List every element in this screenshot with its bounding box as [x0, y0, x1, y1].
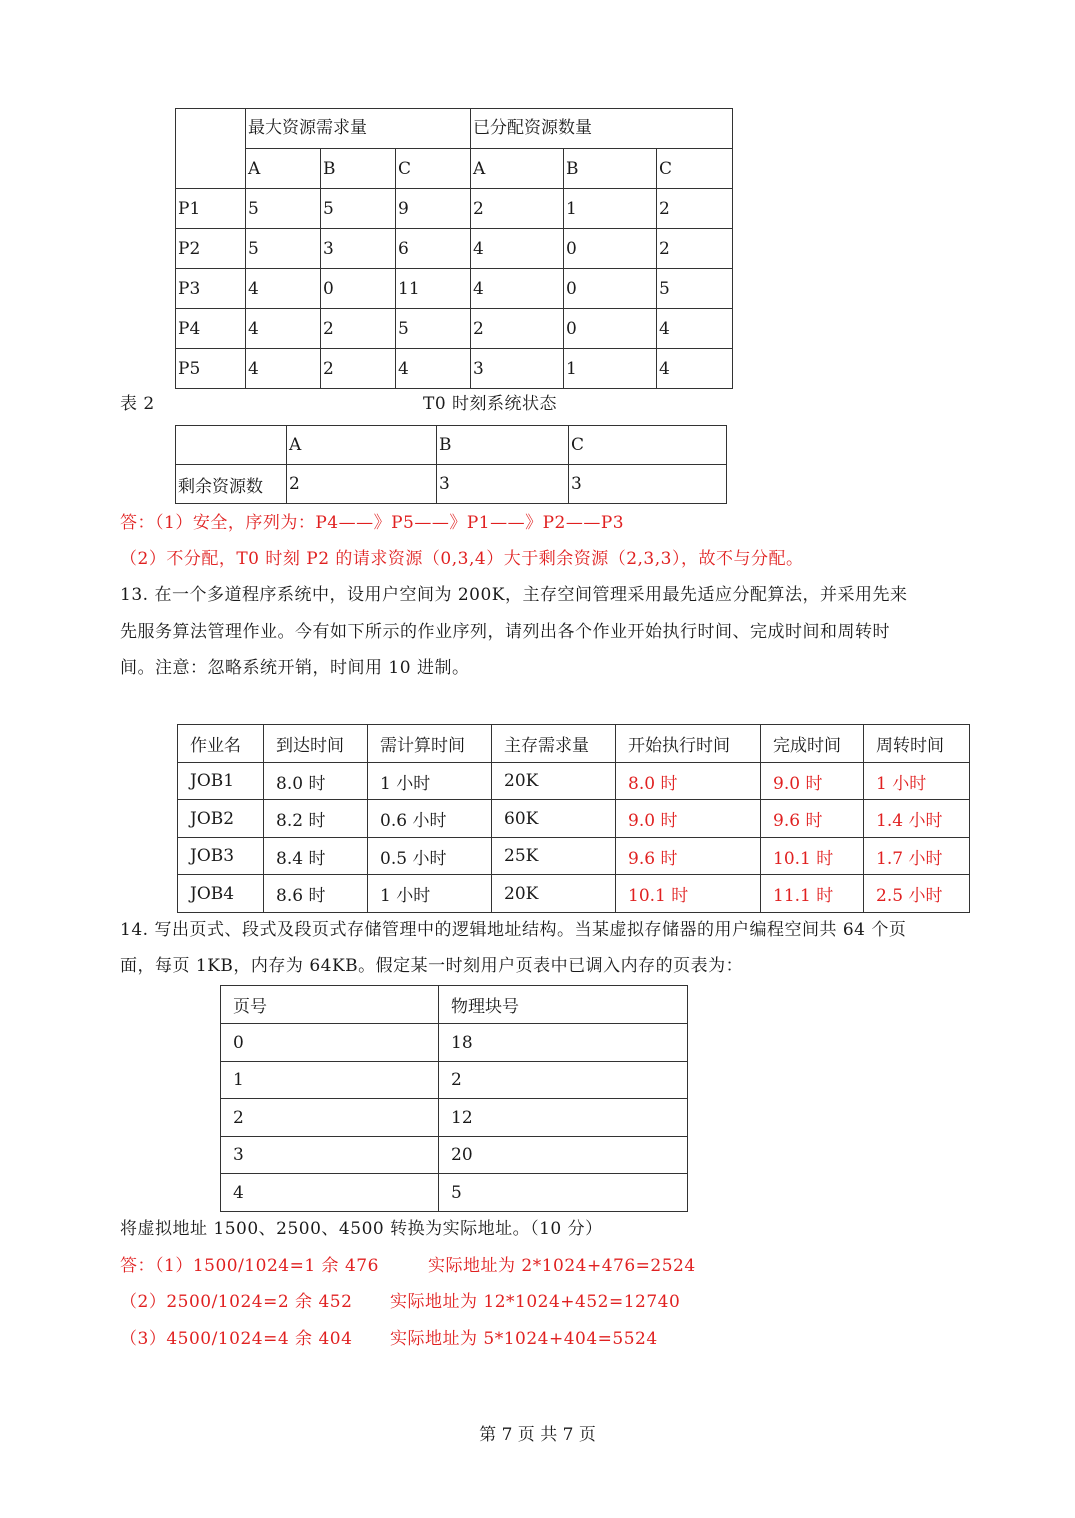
column-header: 开始执行时间	[616, 725, 761, 763]
cell: 8.2 时	[264, 800, 368, 838]
table-row	[176, 229, 733, 269]
cell: 4	[246, 309, 321, 349]
page-number: 4	[221, 1174, 439, 1212]
table-row	[176, 269, 733, 309]
process-name: P1	[176, 189, 246, 229]
table-row	[221, 1137, 688, 1174]
table-row	[221, 1174, 688, 1212]
answer-cell: 1.7 小时	[864, 838, 970, 875]
cell: 2	[657, 189, 733, 229]
process-name: P2	[176, 229, 246, 269]
cell: 4	[246, 349, 321, 389]
cell: 3	[321, 229, 396, 269]
question-14-line1: 14. 写出页式、段式及段页式存储管理中的逻辑地址结构。当某虚拟存储器的用户编程空间共 64 个页	[120, 920, 907, 940]
table-row	[176, 309, 733, 349]
column-header: 主存需求量	[492, 725, 616, 763]
frame-number: 5	[439, 1174, 688, 1212]
cell: 2	[321, 309, 396, 349]
cell: 1 小时	[368, 875, 492, 913]
remaining-resources-table	[175, 425, 727, 504]
answer-2500-calc: （2）2500/1024=2 余 452	[120, 1292, 353, 1312]
cell: 1	[564, 189, 657, 229]
cell: 0	[564, 309, 657, 349]
column-header: 完成时间	[761, 725, 864, 763]
table-row	[176, 349, 733, 389]
job-schedule-table	[177, 724, 970, 913]
answer-1500-calc: 答：（1）1500/1024=1 余 476	[120, 1256, 379, 1276]
cell: 9	[396, 189, 471, 229]
job-name: JOB4	[178, 875, 264, 913]
frame-number: 18	[439, 1024, 688, 1062]
table-caption-label: 表 2	[120, 394, 155, 414]
answer-cell: 10.1 时	[761, 838, 864, 875]
cell: 2	[657, 229, 733, 269]
cell: 5	[657, 269, 733, 309]
cell: 0	[564, 269, 657, 309]
answer-line-safe: 答：（1）安全，序列为：P4——》P5——》P1——》P2——P3	[120, 513, 625, 533]
process-name: P3	[176, 269, 246, 309]
sub-header: C	[657, 149, 733, 189]
cell: 0.6 小时	[368, 800, 492, 838]
table-row	[178, 800, 970, 838]
table-row	[221, 1062, 688, 1099]
job-name: JOB2	[178, 800, 264, 838]
sub-header: B	[321, 149, 396, 189]
answer-4500-calc: （3）4500/1024=4 余 404	[120, 1329, 353, 1349]
table-row	[178, 838, 970, 875]
column-header: C	[569, 426, 727, 465]
page-number: 1	[221, 1062, 439, 1099]
cell: 4	[657, 309, 733, 349]
page-number: 2	[221, 1099, 439, 1137]
page-number: 0	[221, 1024, 439, 1062]
table-caption-title: T0 时刻系统状态	[423, 394, 558, 414]
cell: 5	[321, 189, 396, 229]
column-header: A	[287, 426, 437, 465]
cell: 0.5 小时	[368, 838, 492, 875]
column-header: 到达时间	[264, 725, 368, 763]
column-header: B	[437, 426, 569, 465]
column-header: 物理块号	[439, 986, 688, 1024]
cell: 3	[569, 465, 727, 504]
table-row	[176, 189, 733, 229]
row-label: 剩余资源数	[176, 465, 287, 504]
cell: 4	[246, 269, 321, 309]
cell: 0	[321, 269, 396, 309]
answer-cell: 1 小时	[864, 763, 970, 800]
answer-line-deny: （2）不分配，T0 时刻 P2 的请求资源（0,3,4）大于剩余资源（2,3,3），故不与分配。	[120, 549, 804, 569]
cell: 60K	[492, 800, 616, 838]
job-name: JOB3	[178, 838, 264, 875]
cell: 2	[471, 189, 564, 229]
cell: 2	[287, 465, 437, 504]
table-row	[221, 1099, 688, 1137]
frame-number: 20	[439, 1137, 688, 1174]
sub-header: B	[564, 149, 657, 189]
process-name: P5	[176, 349, 246, 389]
cell: 5	[396, 309, 471, 349]
cell: 2	[321, 349, 396, 389]
sub-header: A	[471, 149, 564, 189]
resource-table	[175, 108, 733, 389]
sub-header: C	[396, 149, 471, 189]
cell: 20K	[492, 763, 616, 800]
column-header: 作业名	[178, 725, 264, 763]
table-row	[178, 875, 970, 913]
cell: 1 小时	[368, 763, 492, 800]
cell: 4	[396, 349, 471, 389]
page-number: 3	[221, 1137, 439, 1174]
table-row	[221, 1024, 688, 1062]
cell: 5	[246, 229, 321, 269]
question-13-line2: 先服务算法管理作业。今有如下所示的作业序列，请列出各个作业开始执行时间、完成时间和周转时	[120, 622, 890, 642]
sub-header: A	[246, 149, 321, 189]
table-row	[176, 465, 727, 504]
answer-cell: 11.1 时	[761, 875, 864, 913]
cell: 3	[437, 465, 569, 504]
frame-number: 2	[439, 1062, 688, 1099]
answer-4500-address: 实际地址为 5*1024+404=5524	[390, 1329, 658, 1349]
answer-cell: 10.1 时	[616, 875, 761, 913]
answer-cell: 9.6 时	[761, 800, 864, 838]
corner-cell	[176, 109, 246, 189]
cell: 20K	[492, 875, 616, 913]
cell: 8.4 时	[264, 838, 368, 875]
answer-1500-address: 实际地址为 2*1024+476=2524	[428, 1256, 696, 1276]
column-header: 需计算时间	[368, 725, 492, 763]
cell: 3	[471, 349, 564, 389]
cell: 5	[246, 189, 321, 229]
answer-cell: 9.0 时	[616, 800, 761, 838]
column-header: 周转时间	[864, 725, 970, 763]
cell: 4	[471, 229, 564, 269]
header-allocated: 已分配资源数量	[471, 109, 733, 149]
cell: 8.0 时	[264, 763, 368, 800]
answer-cell: 9.6 时	[616, 838, 761, 875]
question-13-line3: 间。注意：忽略系统开销，时间用 10 进制。	[120, 658, 470, 678]
cell: 11	[396, 269, 471, 309]
answer-cell: 8.0 时	[616, 763, 761, 800]
header-max-demand: 最大资源需求量	[246, 109, 471, 149]
question-13-line1: 13. 在一个多道程序系统中，设用户空间为 200K，主存空间管理采用最先适应分配算法，并采用先来	[120, 585, 908, 605]
answer-cell: 1.4 小时	[864, 800, 970, 838]
cell: 25K	[492, 838, 616, 875]
page-footer: 第 7 页 共 7 页	[479, 1425, 596, 1445]
answer-cell: 2.5 小时	[864, 875, 970, 913]
table-row	[178, 763, 970, 800]
column-header: 页号	[221, 986, 439, 1024]
job-name: JOB1	[178, 763, 264, 800]
answer-2500-address: 实际地址为 12*1024+452=12740	[390, 1292, 681, 1312]
cell: 0	[564, 229, 657, 269]
question-14-task: 将虚拟地址 1500、2500、4500 转换为实际地址。（10 分）	[120, 1219, 603, 1239]
frame-number: 12	[439, 1099, 688, 1137]
cell: 1	[564, 349, 657, 389]
question-14-line2: 面，每页 1KB，内存为 64KB。假定某一时刻用户页表中已调入内存的页表为：	[120, 956, 744, 976]
page-table	[220, 985, 688, 1212]
cell: 8.6 时	[264, 875, 368, 913]
cell: 4	[657, 349, 733, 389]
cell: 2	[471, 309, 564, 349]
process-name: P4	[176, 309, 246, 349]
cell: 4	[471, 269, 564, 309]
corner-cell	[176, 426, 287, 465]
answer-cell: 9.0 时	[761, 763, 864, 800]
cell: 6	[396, 229, 471, 269]
